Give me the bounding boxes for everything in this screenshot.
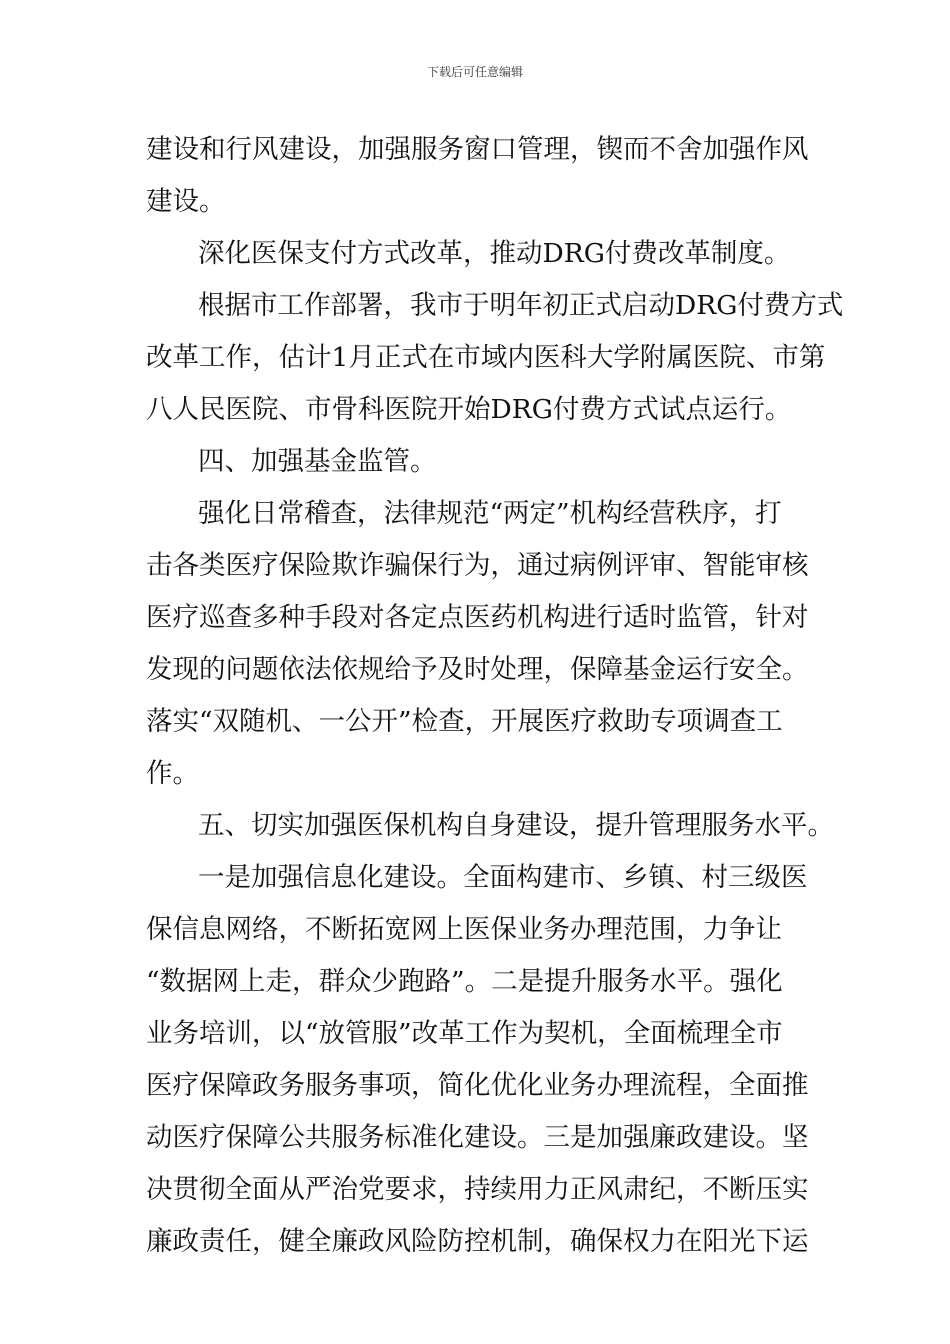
text-line: 强化日常稽查，法律规范“两定”机构经营秩序，打 [198,498,782,529]
text-line: “数据网上走，群众少跑路”。二是提升服务水平。强化 [146,966,783,997]
text-line: 击各类医疗保险欺诈骗保行为，通过病例评审、智能审核 [146,550,809,581]
text-line: 根据市工作部署，我市于明年初正式启动DRG付费方式 [198,290,844,321]
text-line: 落实“双随机、一公开”检查，开展医疗救助专项调查工 [146,706,783,737]
text-line: 八人民医院、市骨科医院开始DRG付费方式试点运行。 [146,394,792,425]
text-line: 一是加强信息化建设。全面构建市、乡镇、村三级医 [198,862,808,893]
text-line: 保信息网络，不断拓宽网上医保业务办理范围，力争让 [146,914,782,945]
document-body [146,124,844,1268]
text-line: 决贯彻全面从严治党要求，持续用力正风肃纪，不断压实 [146,1174,809,1205]
paragraph-heading: 深化医保支付方式改革，推动DRG付费改革制度。 [198,238,791,269]
text-line: 作。 [146,758,199,789]
text-line: 动医疗保障公共服务标准化建设。三是加强廉政建设。坚 [146,1122,809,1153]
section-heading: 四、加强基金监管。 [198,446,437,477]
page-header: 下载后可任意编辑 [426,65,523,79]
text-line: 建设。 [146,186,226,217]
text-line: 建设和行风建设，加强服务窗口管理，锲而不舍加强作风 [146,134,809,165]
section-heading: 五、切实加强医保机构自身建设，提升管理服务水平。 [198,810,834,841]
text-line: 业务培训，以“放管服”改革工作为契机，全面梳理全市 [146,1018,783,1049]
text-line: 发现的问题依法依规给予及时处理，保障基金运行安全。 [146,654,809,685]
text-line: 医疗保障政务服务事项，简化优化业务办理流程，全面推 [146,1070,809,1101]
text-line: 廉政责任，健全廉政风险防控机制，确保权力在阳光下运 [146,1226,809,1257]
text-line: 医疗巡查多种手段对各定点医药机构进行适时监管，针对 [146,602,809,633]
text-line: 改革工作，估计1月正式在市域内医科大学附属医院、市第 [146,342,826,373]
